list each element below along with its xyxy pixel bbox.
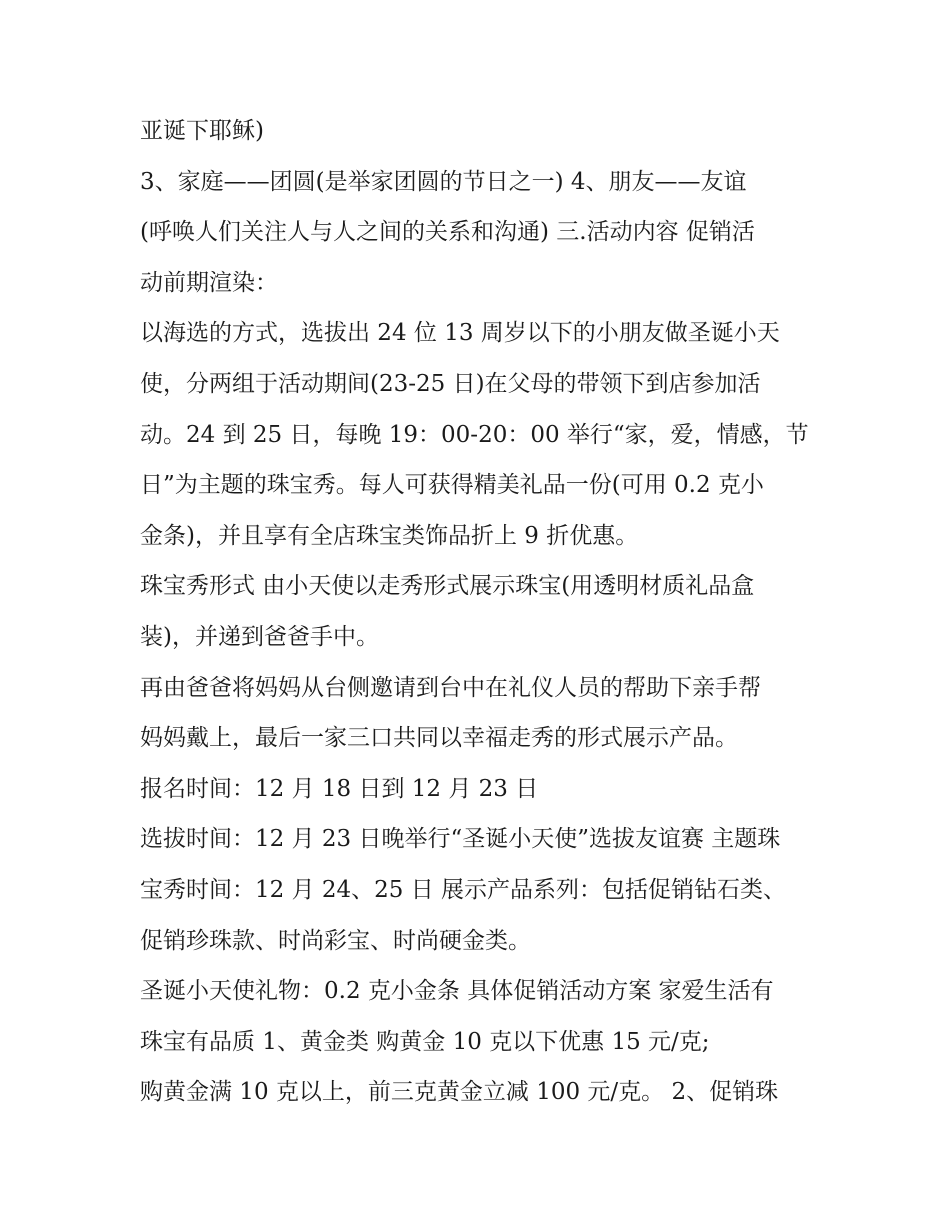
text-line: 动。24 到 25 日，每晚 19：00-20：00 举行“家，爱，情感，节 [140, 421, 809, 448]
text-line: 圣诞小天使礼物：0.2 克小金条 具体促销活动方案 家爱生活有 [140, 978, 774, 1005]
text-line: 使，分两组于活动期间(23-25 日)在父母的带领下到店参加活 [140, 370, 761, 397]
text-line: 再由爸爸将妈妈从台侧邀请到台中在礼仪人员的帮助下亲手帮 [140, 674, 761, 701]
document-body [140, 106, 820, 1118]
text-line: 3、家庭——团圆(是举家团圆的节日之一) 4、朋友——友谊 [140, 168, 747, 195]
text-line: 金条)，并且享有全店珠宝类饰品折上 9 折优惠。 [140, 522, 639, 549]
text-line: 动前期渲染： [140, 269, 278, 296]
text-line: 购黄金满 10 克以上，前三克黄金立减 100 元/克。 2、促销珠 [140, 1079, 779, 1106]
text-line: 报名时间：12 月 18 日到 12 月 23 日 [140, 775, 539, 802]
text-line: 妈妈戴上，最后一家三口共同以幸福走秀的形式展示产品。 [140, 725, 738, 752]
text-line: 以海选的方式，选拔出 24 位 13 周岁以下的小朋友做圣诞小天 [140, 320, 780, 347]
text-line: 促销珍珠款、时尚彩宝、时尚硬金类。 [140, 927, 531, 954]
text-line: 装)，并递到爸爸手中。 [140, 623, 379, 650]
text-line: 珠宝秀形式 由小天使以走秀形式展示珠宝(用透明材质礼品盒 [140, 573, 755, 600]
text-line: (呼唤人们关注人与人之间的关系和沟通) 三.活动内容 促销活 [140, 219, 755, 246]
text-line: 宝秀时间：12 月 24、25 日 展示产品系列：包括促销钻石类、 [140, 876, 787, 903]
text-line: 日”为主题的珠宝秀。每人可获得精美礼品一份(可用 0.2 克小 [140, 472, 764, 499]
text-line: 亚诞下耶稣) [140, 118, 264, 144]
text-line: 选拔时间：12 月 23 日晚举行“圣诞小天使”选拔友谊赛 主题珠 [140, 826, 781, 853]
text-line: 珠宝有品质 1、黄金类 购黄金 10 克以下优惠 15 元/克; [140, 1028, 710, 1055]
